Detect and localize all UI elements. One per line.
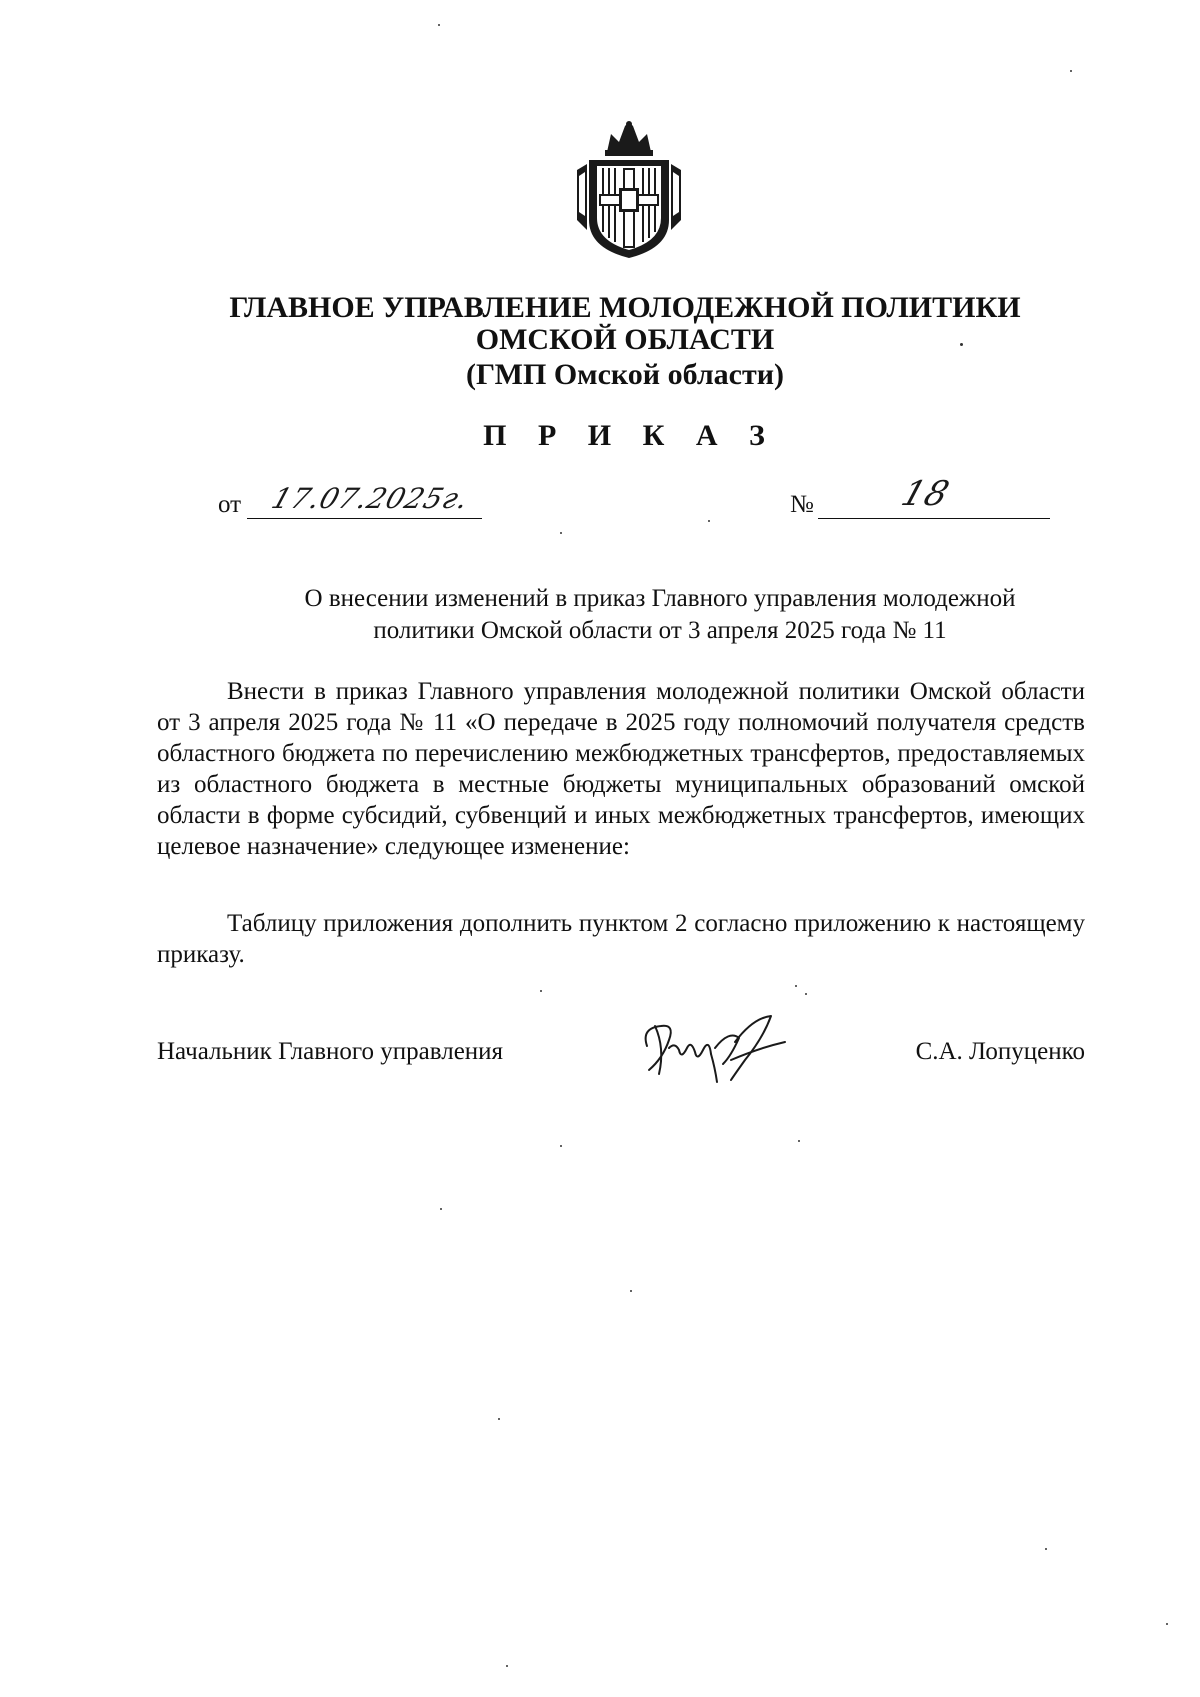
scan-speck [630,1290,632,1292]
organization-abbreviation: (ГМП Омской области) [465,358,784,391]
body-paragraph-1: Внести в приказ Главного управления молодежной политики Омской области от 3 апреля 2025 года № 11 «О передаче в 2025 году полномочий получателя средств областного бюджета по перечислению межбюджетных трансфертов, предоставляемых из областного бюджета в местные бюджеты муниципальных образований омской области в форме субсидий, субвенций и иных межбюджетных трансфертов, имеющих целевое назначение» следующее изменение: [157,678,1085,860]
scan-speck [805,993,807,995]
scan-speck [1070,70,1072,72]
subject-line1: О внесении изменений в приказ Главного управления молодежной [304,585,1016,612]
number-label: № [790,491,814,518]
scan-speck [708,520,710,522]
scan-speck [540,990,542,992]
subject-line2: политики Омской области от 3 апреля 2025 года № 11 [373,617,947,644]
signer-name: С.А. Лопуценко [915,1038,1085,1065]
date-label: от [218,491,242,518]
handwritten-signature [635,1008,805,1088]
scan-speck [560,1145,562,1147]
date-value: 17.07.2025г. [267,482,474,515]
organization-name-line1: ГЛАВНОЕ УПРАВЛЕНИЕ МОЛОДЕЖНОЙ ПОЛИТИКИ [229,291,1021,324]
date-line [218,482,482,519]
scan-speck [1166,1623,1168,1625]
scan-speck [440,1208,442,1210]
number-line [790,474,1050,519]
signer-position: Начальник Главного управления [157,1038,504,1065]
omsk-coat-of-arms-icon [567,120,692,260]
document-type-title: П Р И К А З [483,419,777,452]
scan-speck [798,1140,800,1142]
scan-speck [960,343,963,346]
signature-block [157,1038,1085,1078]
scan-speck [498,1418,500,1420]
document-subject [230,583,1090,647]
scan-speck [1045,1548,1047,1550]
number-value: 18 [896,474,955,514]
scan-speck [795,985,797,987]
scan-speck [438,24,440,26]
number-field [818,474,1050,519]
date-field [247,482,482,519]
scan-speck [506,1665,508,1667]
scan-speck [560,532,562,534]
organization-name-line2: ОМСКОЙ ОБЛАСТИ [475,323,775,356]
body-paragraph-2: Таблицу приложения дополнить пунктом 2 согласно приложению к настоящему приказу. [157,910,1085,968]
